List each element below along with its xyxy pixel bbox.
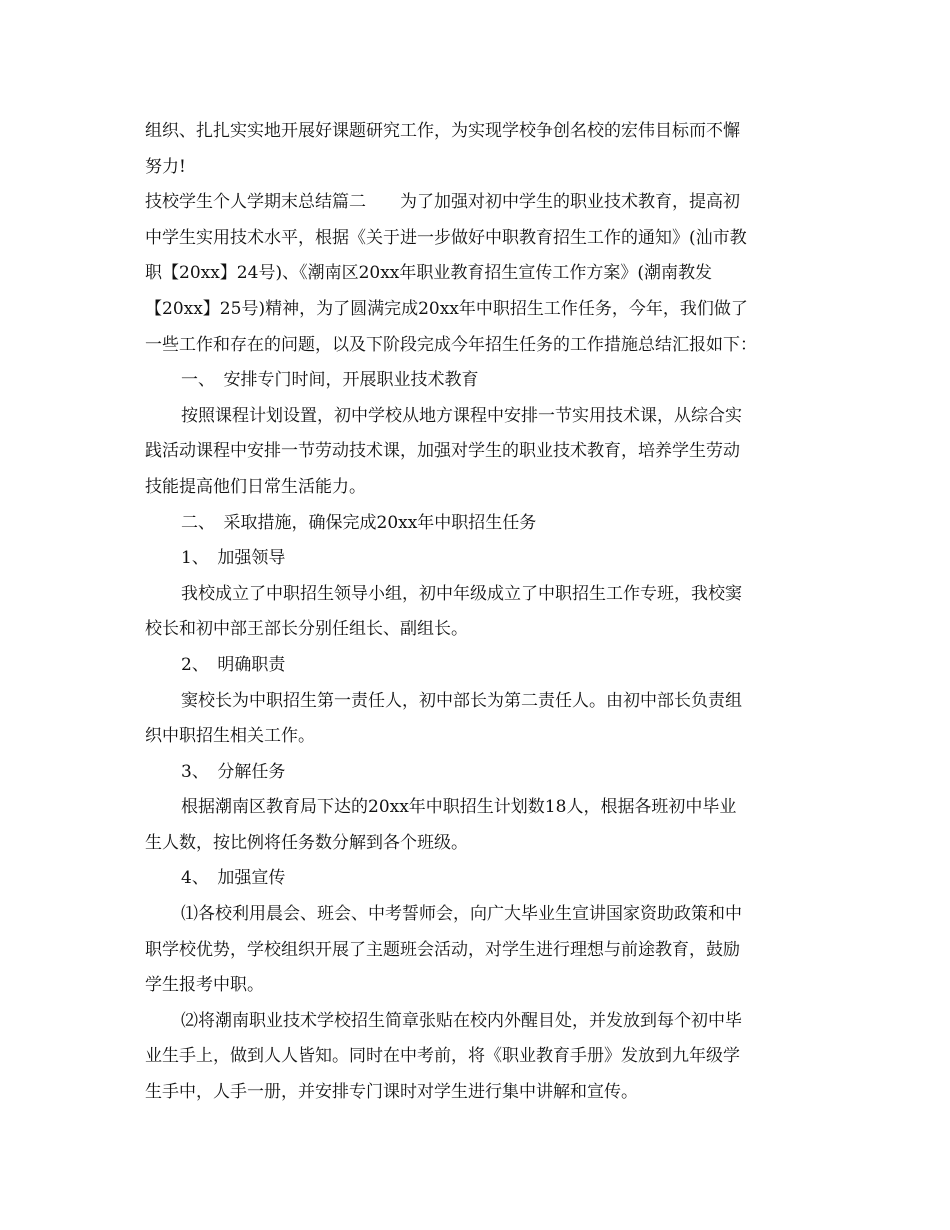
subsection-heading: 4、 加强宣传 [181, 868, 286, 889]
text-line: 中学生实用技术水平，根据《关于进一步做好中职教育招生工作的通知》(汕市教 [145, 227, 747, 248]
text-line: ⑵将潮南职业技术学校招生简章张贴在校内外醒目处，并发放到每个初中毕 [181, 1010, 742, 1031]
document-body [145, 114, 807, 1111]
text-line: 我校成立了中职招生领导小组，初中年级成立了中职招生工作专班，我校窦 [181, 583, 742, 604]
text-line: 技能提高他们日常生活能力。 [145, 476, 366, 497]
text-line: 学生报考中职。 [145, 975, 264, 996]
text-line: 技校学生个人学期末总结篇二 为了加强对初中学生的职业技术教育，提高初 [145, 192, 740, 213]
subsection-heading: 2、 明确职责 [181, 654, 286, 675]
text-line: 生人数，按比例将任务数分解到各个班级。 [145, 832, 468, 853]
text-line: 努力! [145, 156, 186, 177]
text-line: 校长和初中部王部长分别任组长、副组长。 [145, 619, 468, 640]
text-line: ⑴各校利用晨会、班会、中考誓师会，向广大毕业生宣讲国家资助政策和中 [181, 904, 742, 925]
text-line: 生手中，人手一册，并安排专门课时对学生进行集中讲解和宣传。 [145, 1082, 638, 1103]
text-line: 一些工作和存在的问题，以及下阶段完成今年招生任务的工作措施总结汇报如下： [145, 334, 757, 355]
text-line: 业生手上，做到人人皆知。同时在中考前，将《职业教育手册》发放到九年级学 [145, 1046, 740, 1067]
section-heading: 一、 安排专门时间，开展职业技术教育 [181, 370, 479, 391]
text-line: 践活动课程中安排一节劳动技术课，加强对学生的职业技术教育，培养学生劳动 [145, 441, 740, 462]
text-line: 根据潮南区教育局下达的20xx年中职招生计划数18人，根据各班初中毕业 [181, 797, 737, 818]
text-line: 职学校优势，学校组织开展了主题班会活动，对学生进行理想与前途教育，鼓励 [145, 939, 740, 960]
text-line: 职【20xx】24号)、《潮南区20xx年职业教育招生宣传工作方案》(潮南教发 [145, 263, 713, 284]
text-line: 按照课程计划设置，初中学校从地方课程中安排一节实用技术课，从综合实 [181, 405, 742, 426]
subsection-heading: 1、 加强领导 [181, 548, 286, 569]
section-heading: 二、 采取措施，确保完成20xx年中职招生任务 [181, 512, 537, 533]
text-line: 织中职招生相关工作。 [145, 726, 315, 747]
text-line: 【20xx】25号)精神，为了圆满完成20xx年中职招生工作任务，今年，我们做了 [145, 298, 748, 319]
subsection-heading: 3、 分解任务 [181, 761, 286, 782]
text-line: 组织、扎扎实实地开展好课题研究工作，为实现学校争创名校的宏伟目标而不懈 [145, 121, 740, 141]
text-line: 窦校长为中职招生第一责任人，初中部长为第二责任人。由初中部长负责组 [181, 690, 742, 711]
